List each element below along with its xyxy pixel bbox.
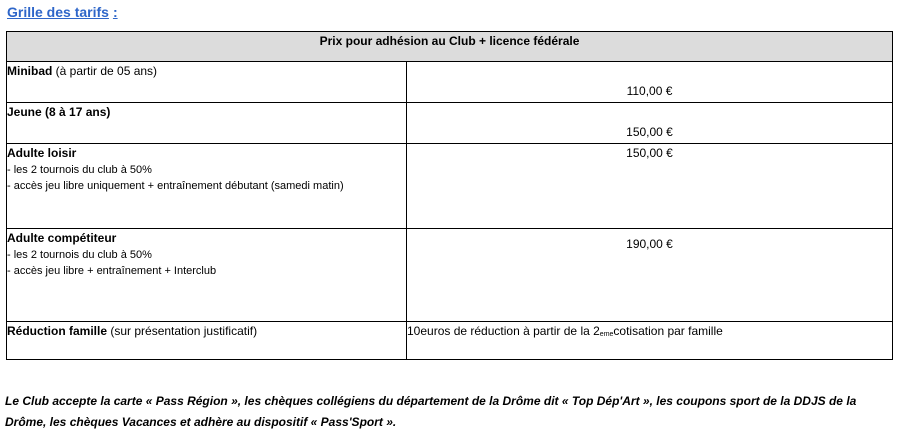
row-name: Adulte loisir [7, 146, 77, 160]
row-name: Réduction famille [7, 324, 108, 338]
reduction-text [407, 322, 893, 360]
row-label [7, 322, 407, 360]
row-label [7, 62, 407, 103]
row-name: Adulte compétiteur [7, 231, 117, 245]
tariff-table [6, 31, 893, 360]
reduction-text-before: 10euros de réduction à partir de la 2 [407, 324, 600, 338]
payment-note: Le Club accepte la carte « Pass Région », les chèques collégiens du département de la Drôme dit « Top Dép'Art », les coupons sport de la DDJS de la Drôme, les chèques Vacances et adhère au dispositif « Pass'Sport ». [5, 394, 857, 429]
row-price: 110,00 € [407, 62, 893, 103]
row-price: 150,00 € [407, 103, 893, 144]
page-title [7, 3, 118, 21]
table-row-jeune [7, 103, 893, 144]
row-name: Minibad [7, 64, 53, 78]
table-row-adulte-loisir [7, 144, 893, 229]
row-detail: - les 2 tournois du club à 50% [7, 164, 152, 176]
table-header-row [7, 32, 893, 62]
row-price: 150,00 € [407, 144, 893, 229]
row-label [7, 229, 407, 322]
row-qualifier: (sur présentation justificatif) [110, 324, 258, 338]
reduction-ordinal-suffix: eme [599, 331, 614, 338]
row-detail: - les 2 tournois du club à 50% [7, 249, 152, 261]
page-title-colon: : [112, 4, 118, 20]
reduction-text-after: cotisation par famille [613, 324, 723, 338]
page-title-text: Grille des tarifs [7, 4, 109, 20]
row-detail: - accès jeu libre + entraînement + Interclub [7, 265, 217, 277]
row-detail: - accès jeu libre uniquement + entraînement débutant (samedi matin) [7, 180, 344, 192]
table-row-reduction-famille [7, 322, 893, 360]
table-header: Prix pour adhésion au Club + licence fédérale [7, 32, 893, 62]
row-price: 190,00 € [407, 229, 893, 322]
row-label [7, 144, 407, 229]
table-row-minibad [7, 62, 893, 103]
row-name: Jeune (8 à 17 ans) [7, 105, 111, 119]
table-row-adulte-competiteur [7, 229, 893, 322]
row-label [7, 103, 407, 144]
row-qualifier: (à partir de 05 ans) [55, 64, 158, 78]
